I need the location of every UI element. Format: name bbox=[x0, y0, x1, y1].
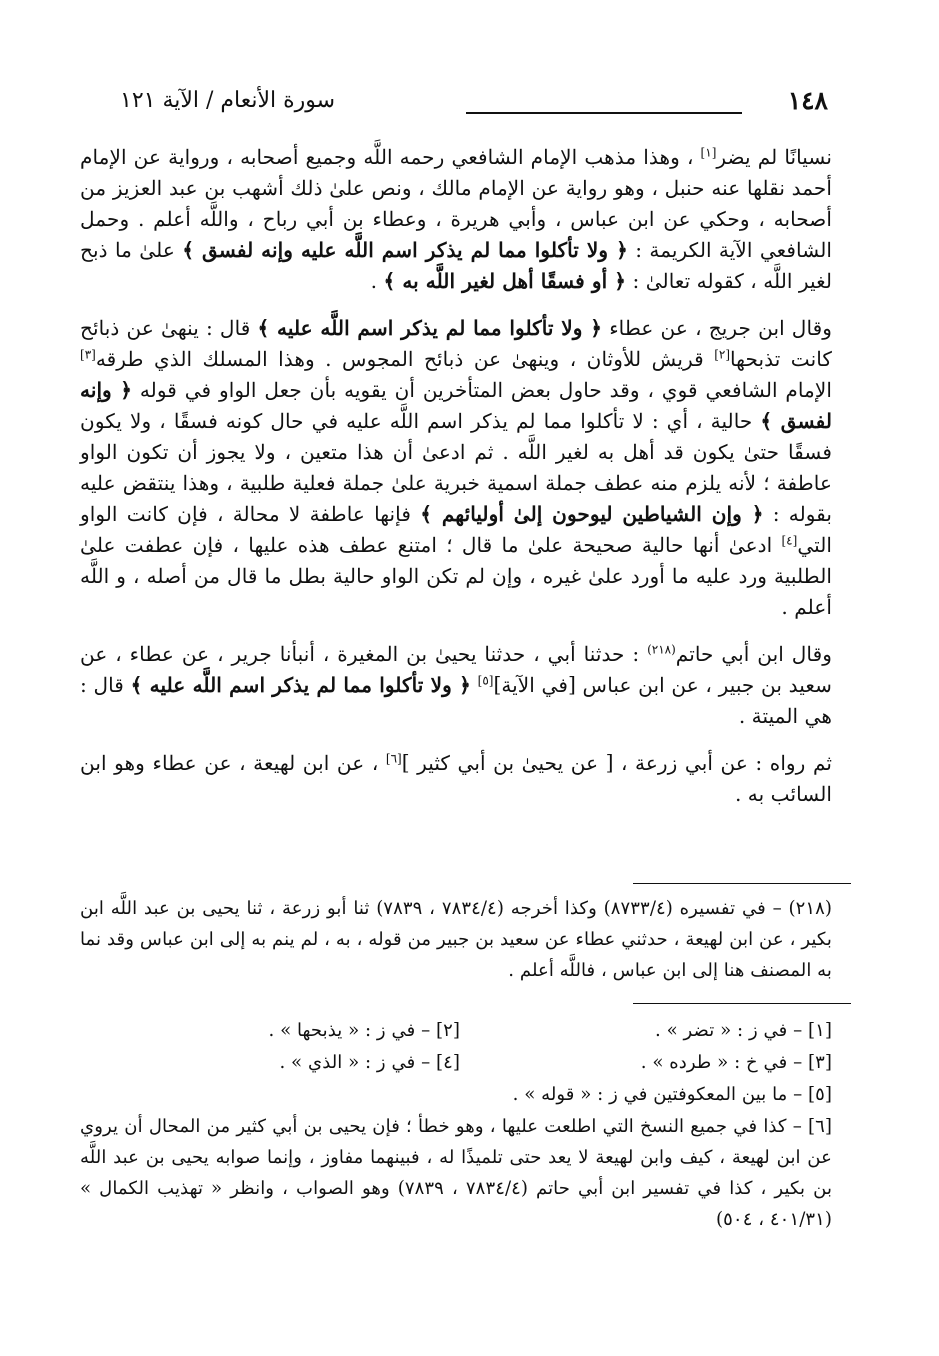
quran-quote: ﴿ وإنه لفسق ﴾ bbox=[80, 378, 832, 433]
text: ادعىٰ أنها حالية صحيحة علىٰ ما قال ؛ امتنع عطف هذه عليها ، فإن عطفت علىٰ الطلبية ورد عليه ما أورد علىٰ غيره ، وإن لم تكن الواو حالية بطل ما قال من أصله ، و اللَّه أعلم . bbox=[80, 533, 832, 619]
text: قريش للأوثان ، وينهىٰ عن ذبائح المجوس . وهذا المسلك الذي طرقه bbox=[95, 347, 715, 371]
text: . bbox=[370, 269, 384, 293]
note-1: [١] – في ز : « تضر » . bbox=[655, 1020, 832, 1041]
footnote-marker-2: [٢] bbox=[714, 347, 731, 362]
note-5: [٥] – ما بين المعكوفتين في ز : « قوله » . bbox=[512, 1084, 832, 1105]
text: وقال ابن أبي حاتم bbox=[675, 642, 832, 666]
text: قال : ينهىٰ عن ذبائح كانت تذبحها bbox=[80, 316, 832, 371]
text bbox=[471, 673, 478, 697]
page-header bbox=[120, 86, 828, 122]
quran-quote: ﴿ أو فسقًا أهل لغير اللَّه به ﴾ bbox=[383, 269, 627, 293]
notes-row bbox=[80, 1015, 832, 1047]
header-rule bbox=[466, 112, 742, 114]
quran-quote: ﴿ وإن الشياطين ليوحون إلىٰ أوليائهم ﴾ bbox=[420, 502, 764, 526]
footnote-marker-6: [٦] bbox=[385, 751, 402, 766]
paragraph-1 bbox=[80, 142, 832, 297]
paragraph-4 bbox=[80, 748, 832, 810]
footnote-marker-4: [٤] bbox=[781, 533, 798, 548]
main-text bbox=[80, 142, 832, 810]
text: : حدثنا أبي ، حدثنا يحيىٰ بن المغيرة ، أنبأنا جرير ، عن عطاء ، عن سعيد بن جبير ، عن ابن عباس [في الآية] bbox=[80, 642, 833, 697]
footnote-marker-3: [٣] bbox=[80, 347, 96, 362]
surah-title: سورة الأنعام / الآية ١٢١ bbox=[120, 88, 336, 113]
note-4: [٤] – في ز : « الذي » . bbox=[279, 1052, 460, 1073]
footnote-marker-5: [٥] bbox=[477, 673, 494, 688]
quran-quote: ﴿ ولا تأكلوا مما لم يذكر اسم اللَّه عليه ﴾ bbox=[130, 673, 471, 697]
note-3: [٣] – في خ : « طرده » . bbox=[640, 1052, 832, 1073]
footnote-separator bbox=[633, 1003, 851, 1004]
text: فإنها عاطفة لا محالة ، فإن كانت الواو التي bbox=[80, 502, 832, 557]
text: ، عن ابن لهيعة ، عن عطاء وهو ابن السائب به . bbox=[80, 751, 832, 806]
paragraph-2 bbox=[80, 313, 832, 623]
note-6: [٦] – كذا في جميع النسخ التي اطلعت عليها ، وهو خطأ ؛ فإن يحيى بن أبي كثير من المحال أن يروي عن ابن لهيعة ، كيف وابن لهيعة لا يعد حتى تلميذًا له ، فبينهما مفاوز ، وإنما صوابه يحيى بن عبد اللَّه بن بكير ، كذا في تفسير ابن أبي حاتم (٧٨٣٤/٤ ، ٧٨٣٩) وهو الصواب ، وانظر « تهذيب الكمال » (٤٠١/٣١ ، ٥٠٤) bbox=[80, 1116, 833, 1230]
text: نسيانًا لم يضر bbox=[716, 145, 833, 169]
quran-quote: ﴿ ولا تأكلوا مما لم يذكر اسم اللَّه عليه ﴾ bbox=[257, 316, 603, 340]
text: الإمام الشافعي قوي ، وقد حاول بعض المتأخرين أن يقويه بأن جعل الواو في قوله bbox=[132, 378, 832, 402]
paragraph-3 bbox=[80, 639, 832, 732]
text: قال : هي الميتة . bbox=[80, 673, 832, 728]
footnote-218: (٢١٨) – في تفسيره (٨٧٣٣/٤) وكذا أخرجه (٧٨٣٤/٤ ، ٧٨٣٩) ثنا أبو زرعة ، ثنا يحيى بن عبد اللَّه ابن بكير ، عن ابن لهيعة ، حدثني عطاء عن سعيد بن جبير من قوله ، به ، لم ينم به إلى ابن عباس وقد نما به المصنف هنا إلى ابن عباس ، فاللَّه أعلم . bbox=[80, 898, 832, 981]
text: علىٰ ما ذبح لغير اللَّه ، كقوله تعالىٰ : bbox=[80, 238, 832, 293]
footnote-marker-1: [١] bbox=[700, 145, 717, 160]
note-2: [٢] – في ز : « يذبحها » . bbox=[268, 1020, 460, 1041]
footnote-marker-218: (٢١٨) bbox=[647, 642, 676, 657]
text: وقال ابن جريج ، عن عطاء bbox=[602, 316, 832, 340]
footnote-separator bbox=[633, 883, 851, 884]
text: ثم رواه : عن أبي زرعة ، [ عن يحيىٰ بن أبي كثير ] bbox=[401, 751, 832, 775]
quran-quote: ﴿ ولا تأكلوا مما لم يذكر اسم اللَّه عليه وإنه لفسق ﴾ bbox=[182, 238, 628, 262]
text: حالية ، أي : لا تأكلوا مما لم يذكر اسم اللَّه عليه في حال كونه فسقًا ، ولا يكون فسقًا حتىٰ يكون قد أهل به لغير اللَّه . ثم ادعىٰ أن هذا متعين ، ولا يجوز أن تكون الواو عاطفة ؛ لأنه يلزم منه عطف جملة اسمية خبرية علىٰ جملة فعلية طلبية ، وهذا ينتقض عليه بقوله : bbox=[80, 409, 833, 526]
notes-row bbox=[80, 1047, 832, 1079]
page-number: ١٤٨ bbox=[787, 86, 828, 115]
apparatus-notes bbox=[80, 1015, 832, 1235]
text: ، وهذا مذهب الإمام الشافعي رحمه اللَّه وجميع أصحابه ، ورواية عن الإمام أحمد نقلها عنه حنبل ، وهو رواية عن الإمام مالك ، ونص علىٰ ذلك أشهب بن عبد العزيز من أصحابه ، وحكي عن ابن عباس ، وأبي هريرة ، وعطاء بن أبي رباح ، واللَّه أعلم . وحمل الشافعي الآية الكريمة : bbox=[80, 145, 832, 262]
